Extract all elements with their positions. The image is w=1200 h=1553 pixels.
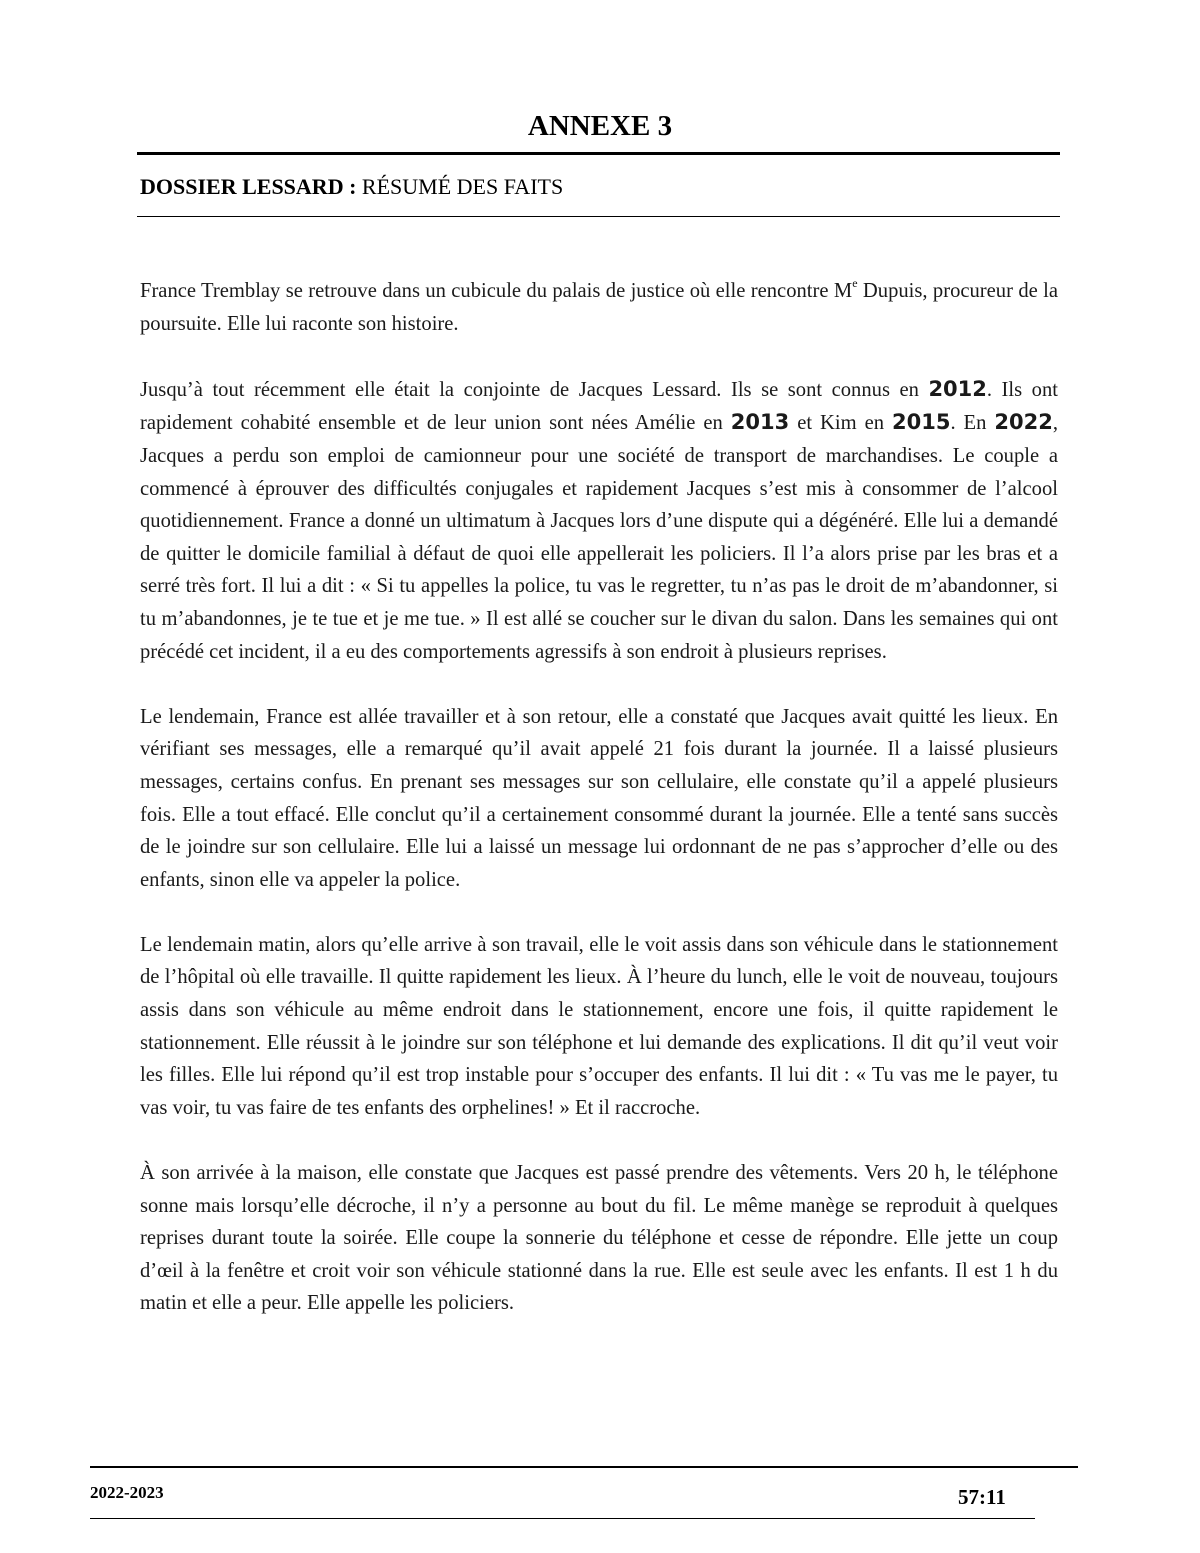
title-divider xyxy=(137,152,1060,155)
section-heading-rest: RÉSUMÉ DES FAITS xyxy=(356,174,564,199)
footer-year: 2022-2023 xyxy=(90,1483,164,1502)
title-superscript: e xyxy=(852,276,858,291)
paragraph-1-text-b: Dupuis, procureur de la poursuite. Elle lui raconte son histoire. xyxy=(140,280,1058,335)
heading-divider xyxy=(137,216,1060,217)
paragraph-2-text-e: , Jacques a perdu son emploi de camionneur pour une société de transport de marchandises. Le couple a commencé à éprouver des difficultés conjugales et rapidement Jacques s’est mis à consommer de l’alcool quotidiennement. France a donné un ultimatum à Jacques lors d’une dispute qui a dégénéré. Elle lui a demandé de quitter le domicile familial à défaut de quoi elle appellerait les policiers. Il l’a alors prise par les bras et a serré très fort. Il lui a dit : « Si tu appelles la police, tu vas le regretter, tu n’as pas le droit de m’abandonner, si tu m’abandonnes, je te tue et je me tue. » Il est allé se coucher sur le divan du salon. Dans les semaines qui ont précédé cet incident, il a eu des comportements agressifs à son endroit à plusieurs reprises. xyxy=(140,412,1058,663)
paragraph-4: Le lendemain matin, alors qu’elle arrive à son travail, elle le voit assis dans son véhicule dans le stationnement de l’hôpital où elle travaille. Il quitte rapidement les lieux. À l’heure du lunch, elle le voit de nouveau, toujours assis dans son véhicule au même endroit dans le stationnement, encore une fois, il quitte rapidement le stationnement. Elle réussit à le joindre sur son téléphone et lui demande des explications. Il dit qu’il veut voir les filles. Elle lui répond qu’il est trop instable pour s’occuper des enfants. Il lui dit : « Tu vas me le payer, tu vas voir, tu vas faire de tes enfants des orphelines! » Et il raccroche. xyxy=(140,933,1058,1119)
year-highlight: 2013 xyxy=(730,410,790,435)
paragraph-5: À son arrivée à la maison, elle constate que Jacques est passé prendre des vêtements. Vers 20 h, le téléphone sonne mais lorsqu’elle décroche, il n’y a personne au bout du fil. Le même manège se reproduit à quelques reprises durant toute la soirée. Elle coupe la sonnerie du téléphone et cesse de répondre. Elle jette un coup d’œil à la fenêtre et croit voir son véhicule stationné dans la rue. Elle est seule avec les enfants. Il est 1 h du matin et elle a peur. Elle appelle les policiers. xyxy=(140,1162,1058,1315)
footer-divider-bottom xyxy=(90,1518,1035,1519)
paragraph-1 xyxy=(140,275,1058,340)
footer-divider-top xyxy=(90,1466,1078,1468)
year-highlight: 2015 xyxy=(891,410,951,435)
paragraph-3: Le lendemain, France est allée travailler et à son retour, elle a constaté que Jacques avait quitté les lieux. En vérifiant ses messages, elle a remarqué qu’il avait appelé 21 fois durant la journée. Il a laissé plusieurs messages, certains confus. En prenant ses messages sur son cellulaire, elle constate qu’il a appelé plusieurs fois. Elle a tout effacé. Elle conclut qu’il a certainement consommé durant la journée. Elle a tenté sans succès de le joindre sur son cellulaire. Elle lui a laissé un message lui ordonnant de ne pas s’approcher d’elle ou des enfants, sinon elle va appeler la police. xyxy=(140,705,1058,891)
paragraph-2-text-d: . En xyxy=(950,412,995,435)
year-highlight: 2012 xyxy=(928,376,987,401)
year-highlight: 2022 xyxy=(994,410,1053,435)
section-heading xyxy=(140,172,563,202)
paragraph-2 xyxy=(140,373,1058,668)
paragraph-2-text-b: . Ils ont rapidement cohabité ensemble et de leur union sont nées Amélie en xyxy=(140,378,1058,435)
paragraph-2-text-a: Jusqu’à tout récemment elle était la conjointe de Jacques Lessard. Ils se sont connus en xyxy=(140,378,929,401)
page-title: ANNEXE 3 xyxy=(527,110,673,142)
paragraph-2-text-c: et Kim en xyxy=(789,412,892,435)
footer-page-reference: 57:11 xyxy=(958,1485,1006,1509)
paragraph-1-text-a: France Tremblay se retrouve dans un cubicule du palais de justice où elle rencontre M xyxy=(140,280,853,302)
document-body xyxy=(140,275,1058,1320)
section-heading-bold: DOSSIER LESSARD : xyxy=(140,174,357,199)
